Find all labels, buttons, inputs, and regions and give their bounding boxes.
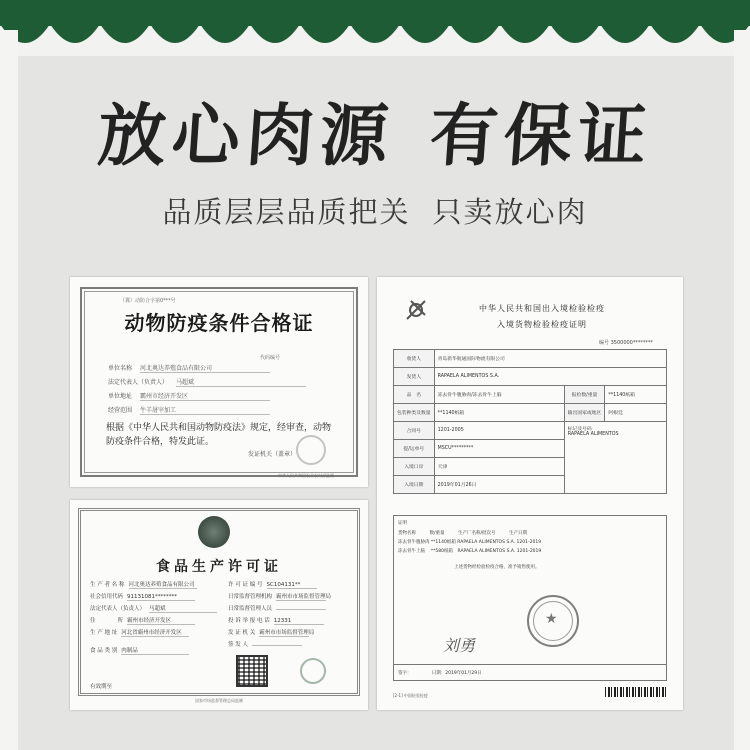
- subheadline: [0, 190, 750, 231]
- license-seal: [300, 658, 326, 684]
- subheadline-part1: 品质层层品质把关: [162, 195, 411, 229]
- table-row: 入境日期 2019年01月26日: [394, 476, 667, 494]
- ciq-number: 编号 3500000********: [599, 340, 653, 346]
- scalloped-banner: [0, 0, 750, 80]
- license-row: 发 证 机 关 霸州市市场监督管理局: [228, 630, 315, 636]
- ciq-title: 中华人民共和国出入境检验检疫: [479, 304, 605, 313]
- table-row: 提/运单号 MSCU*********: [394, 440, 667, 458]
- cert-footer: 中华人民共和国农业农村部监制: [278, 473, 334, 478]
- headline: [0, 86, 750, 186]
- ciq-bottom-row: 签字： 日期：2019年01月29日: [393, 665, 667, 681]
- ciq-subtitle: 入境货物检验检疫证明: [497, 320, 587, 329]
- license-row: 社会信用代码 91131081********: [90, 592, 195, 601]
- ciq-logo-icon: [403, 297, 429, 323]
- table-row: 收货人 青岛新华航通国际物流有限公司: [394, 350, 667, 368]
- license-footer: 国家市场监督管理总局监制: [195, 698, 243, 703]
- star-icon: ★: [545, 611, 558, 627]
- license-row: 日常监督管理机构 霸州市市场监督管理局: [228, 594, 332, 600]
- cert-row: 单位名称 河北奥达养殖食品有限公司: [108, 363, 270, 373]
- national-emblem-icon: [198, 516, 230, 548]
- license-row: 投 诉 举 报 电 话 12331: [228, 616, 324, 625]
- issuer-label: 发证机关（盖章）: [248, 451, 297, 458]
- headline-part2: 有保证: [427, 96, 655, 176]
- table-row: 包装种类及数量 **1140纸箱 输出国家或地区 阿根廷: [394, 404, 667, 422]
- license-row: 许 可 证 编 号 SC104131**: [228, 580, 317, 589]
- license-row: 住 所 霸州市经济开发区: [90, 616, 195, 625]
- qr-code-icon: [236, 655, 268, 687]
- table-row: 品 名 冻去骨牛腹胁肉/冻去骨牛上脑 报检数/重量 **1140纸箱: [394, 386, 667, 404]
- cert-body-text: 根据《中华人民共和国动物防疫法》规定，经审查，动物防疫条件合格，特发此证。: [106, 423, 332, 447]
- official-seal: [296, 435, 326, 465]
- subheadline-part2: 只卖放心肉: [432, 195, 588, 229]
- license-row: 食 品 类 别 肉制品: [90, 646, 189, 655]
- cert-row: 法定代表人（负责人） 马超斌: [108, 377, 306, 387]
- food-production-license: [70, 500, 368, 710]
- license-title: 食品生产许可证: [156, 559, 282, 575]
- valid-until-label: 有效期至: [90, 684, 113, 690]
- entry-inspection-certificate: [377, 277, 683, 710]
- ciq-remarks: 证明 货物名称 数/重量 生产厂名称/批次号 生产日期 冻去骨牛腹胁肉 **1140纸箱 RAPAELA ALIMENTOS S.A. 1201-2019 冻去骨牛上脑 **580纸箱 RAPAELA ALIMENTOS S.A. 1201-2019 上述货物经检验检疫合格，准予销售使用。: [393, 515, 667, 665]
- table-row: 合同号 1201-2005 标记及号码 RAPAELA ALIMENTOS: [394, 422, 667, 440]
- license-row: 签 发 人: [228, 640, 302, 648]
- table-row: 发货人 RAPAELA ALIMENTOS S.A.: [394, 368, 667, 386]
- cert-row: 单位地址 霸州市经济开发区: [108, 391, 270, 401]
- license-row: 日常监督管理人员: [228, 604, 326, 612]
- barcode-icon: [605, 687, 667, 697]
- cert-number: （冀）动防合字第0***号: [120, 298, 176, 304]
- ciq-footer: [2-1] 中国检验检疫: [393, 693, 428, 698]
- table-row: 入境口岸 天津: [394, 458, 667, 476]
- license-row: 生 产 地 址 河北省霸州市经济开发区: [90, 628, 189, 637]
- signature: 刘勇: [443, 636, 476, 655]
- headline-part1: 放心肉源: [95, 96, 397, 176]
- code-label: 代码编号: [260, 355, 281, 361]
- cert-row: 经营范围 牛羊屠宰加工: [108, 405, 270, 415]
- ciq-table: [393, 349, 667, 494]
- license-row: 法定代表人（负责人） 马超斌: [90, 604, 217, 613]
- cert-title: 动物防疫条件合格证: [124, 311, 314, 335]
- animal-epidemic-certificate: [70, 277, 368, 487]
- license-row: 生 产 者 名 称 河北奥达养殖食品有限公司: [90, 582, 195, 588]
